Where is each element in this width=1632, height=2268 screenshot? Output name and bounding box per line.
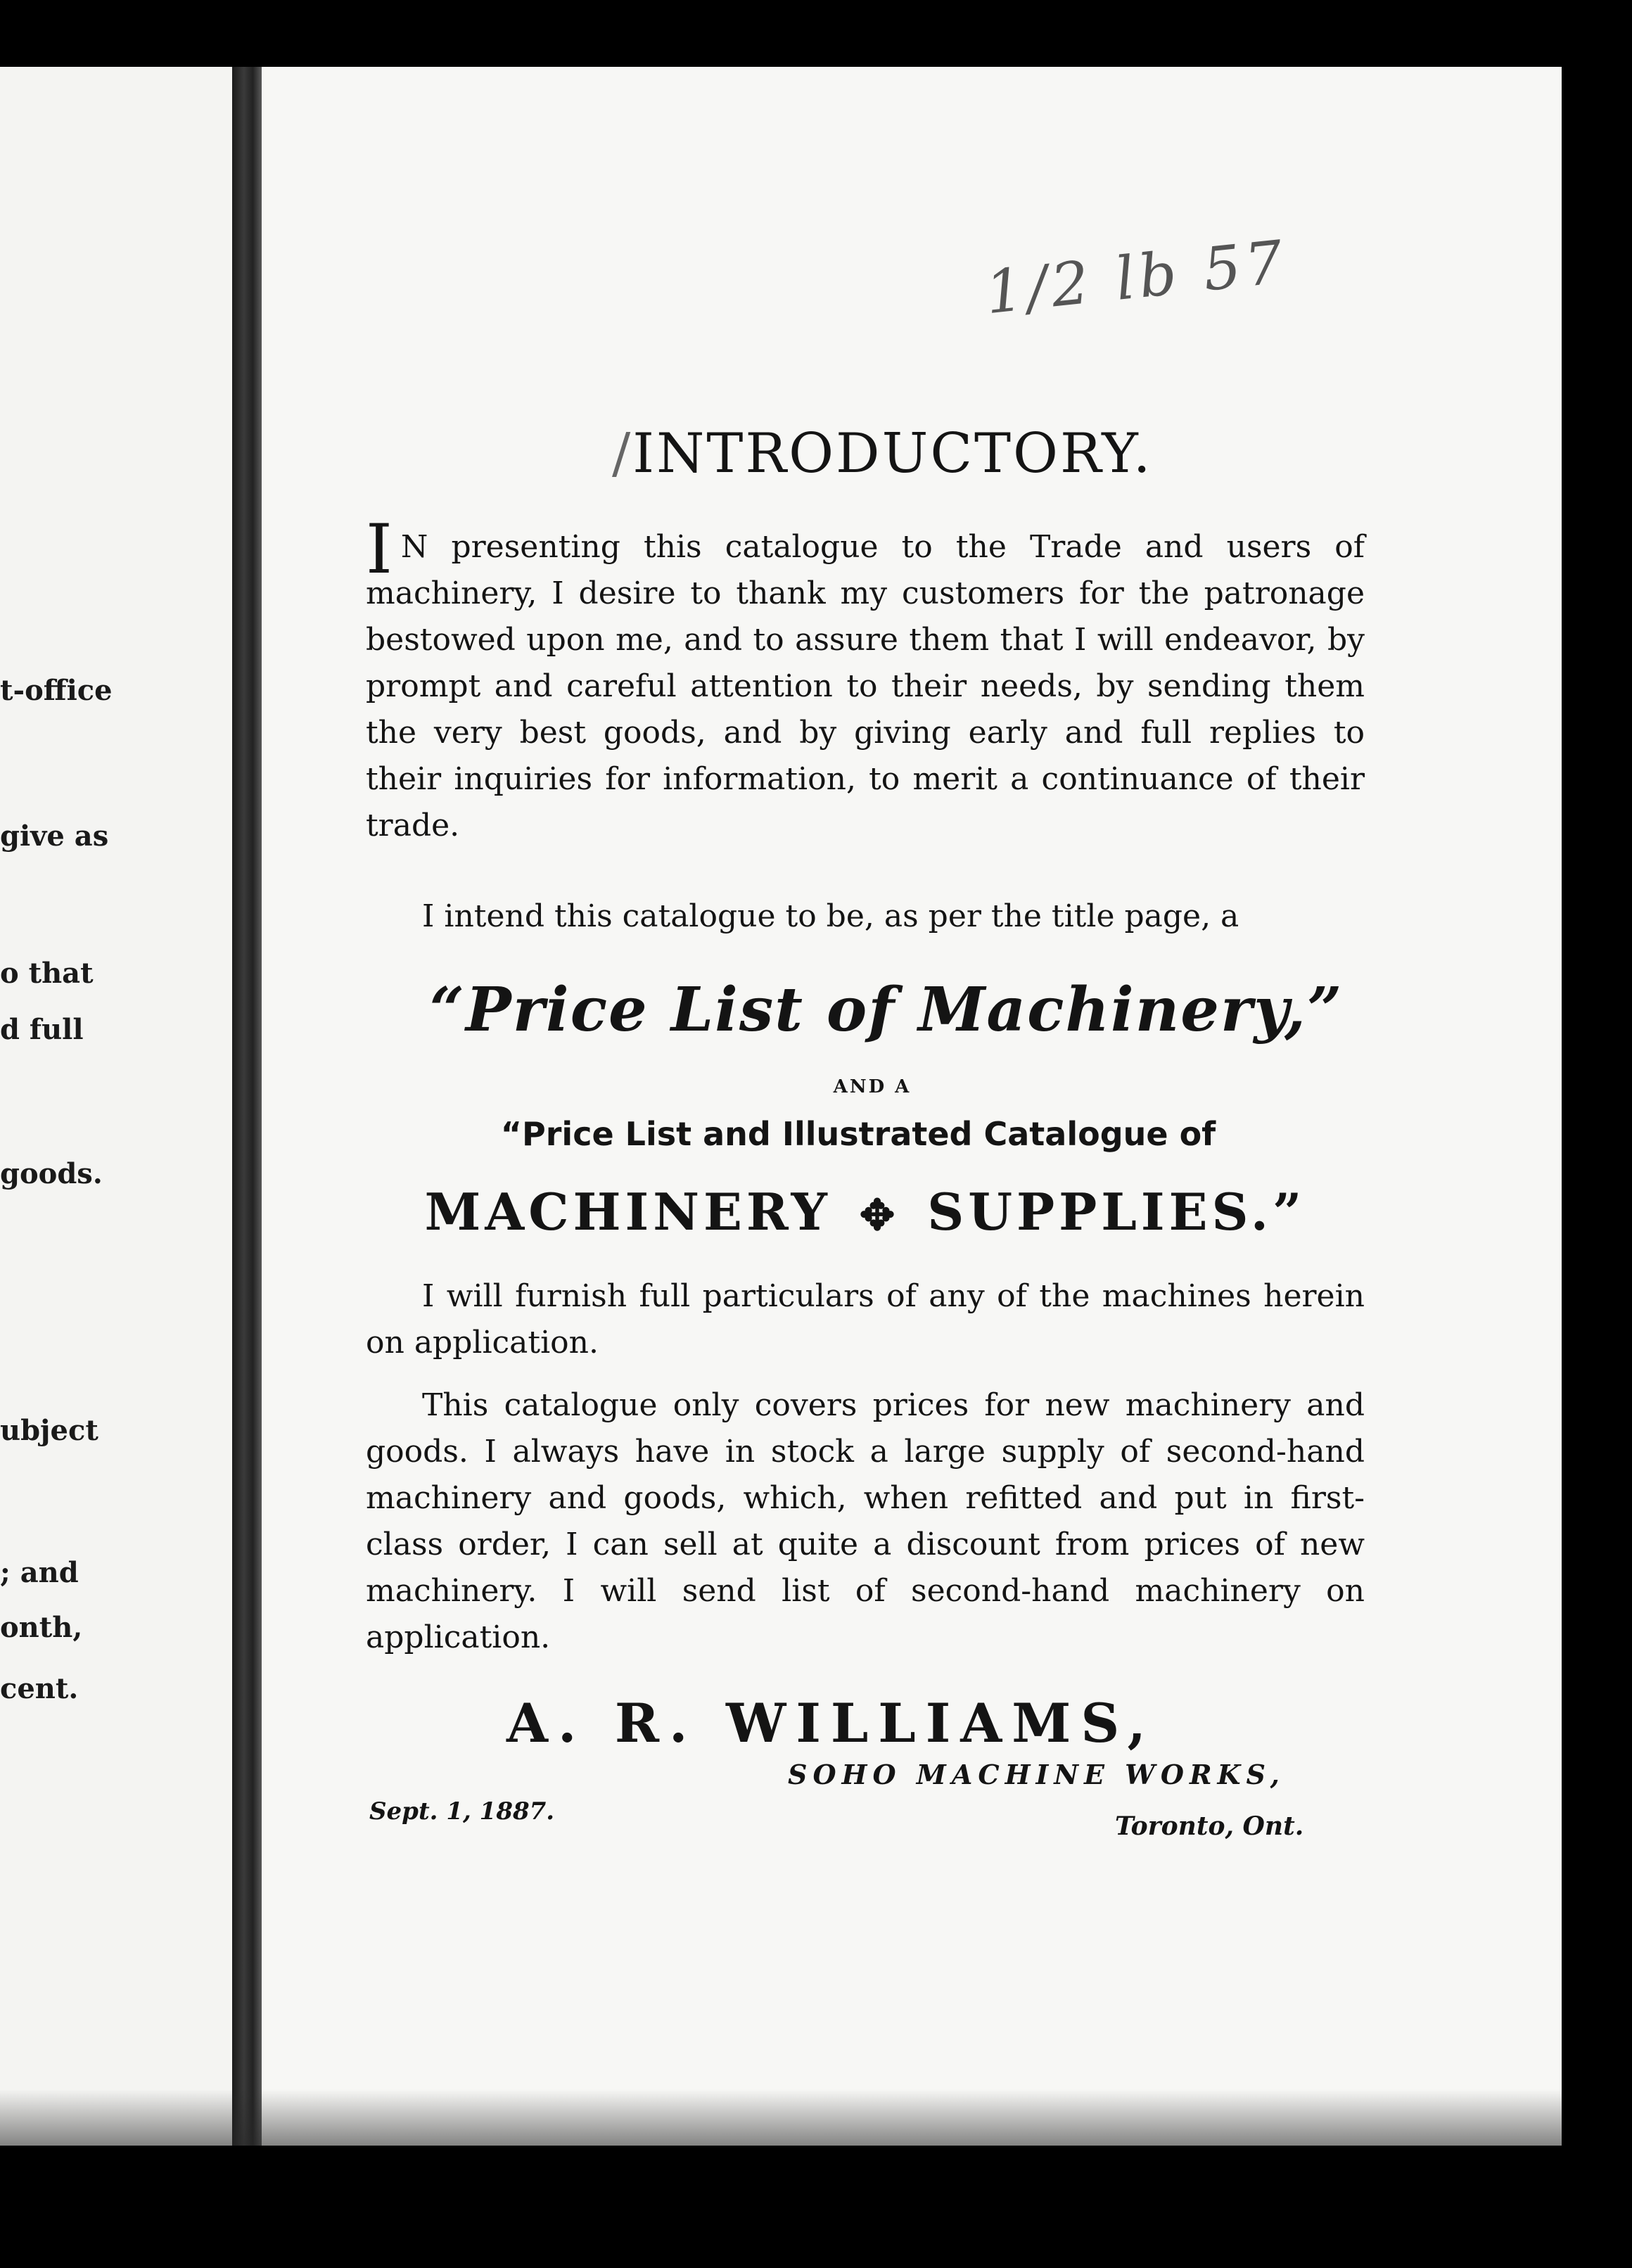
secondhand-paragraph (366, 1382, 1365, 1661)
scan-border (1562, 67, 1632, 2146)
left-fragment: give as (0, 820, 109, 853)
intent-paragraph-text: I intend this catalogue to be, as per the title page, a (422, 898, 1239, 934)
catalogue-subtitle: “Price List and Illustrated Catalogue of (500, 1115, 1216, 1153)
left-fragment: cent. (0, 1672, 79, 1705)
particulars-paragraph-text: I will furnish full particulars of any of the machines herein on application. (366, 1278, 1365, 1361)
particulars-paragraph (366, 1273, 1365, 1366)
price-list-title: “Price List of Machinery,” (429, 974, 1344, 1045)
book-spine (232, 67, 262, 2146)
date-line: Sept. 1, 1887. (369, 1797, 555, 1826)
left-fragment: ; and (0, 1556, 79, 1589)
machinery-word: MACHINERY (424, 1182, 831, 1242)
left-fragment: goods. (0, 1157, 103, 1190)
left-fragment: o that (0, 957, 94, 990)
ornament-icon: ✥ (859, 1191, 900, 1240)
left-page (0, 67, 232, 2146)
works-name: SOHO MACHINE WORKS, (788, 1759, 1285, 1790)
left-fragment: t-office (0, 674, 113, 707)
and-a-label: AND A (833, 1076, 912, 1097)
intent-paragraph (366, 893, 1365, 940)
drop-cap: I (366, 510, 393, 589)
intro-paragraph (366, 510, 1365, 849)
supplies-word: SUPPLIES.” (927, 1182, 1306, 1242)
scan-shadow (0, 2089, 1562, 2146)
right-page (262, 67, 1562, 2146)
heading-text: INTRODUCTORY. (632, 422, 1153, 485)
handwritten-note: 1/2 lb 57 (982, 227, 1291, 328)
pencil-mark: / (612, 422, 633, 485)
secondhand-paragraph-text: This catalogue only covers prices for new machinery and goods. I always have in stock a large supply of second-hand machinery and goods, which, when refitted and put in first-class order, I can sell at quite a discount from prices of new machinery. I will send list of second-hand machinery on application. (366, 1387, 1365, 1655)
left-fragment: d full (0, 1013, 84, 1046)
left-fragment: ubject (0, 1414, 98, 1447)
left-fragment: onth, (0, 1611, 83, 1644)
location-line: Toronto, Ont. (1115, 1811, 1304, 1841)
signature-name: A. R. WILLIAMS, (506, 1692, 1156, 1754)
machinery-supplies-title (352, 1182, 1379, 1242)
page-heading (612, 422, 1153, 485)
intro-paragraph-text: N presenting this catalogue to the Trade and users of machinery, I desire to thank my customers for the patronage bestowed upon me, and to assure them that I will endeavor, by prompt and careful attention to their needs, by sending them the very best goods, and by giving early and full replies to their inquiries for information, to merit a continuance of their trade. (366, 529, 1365, 843)
